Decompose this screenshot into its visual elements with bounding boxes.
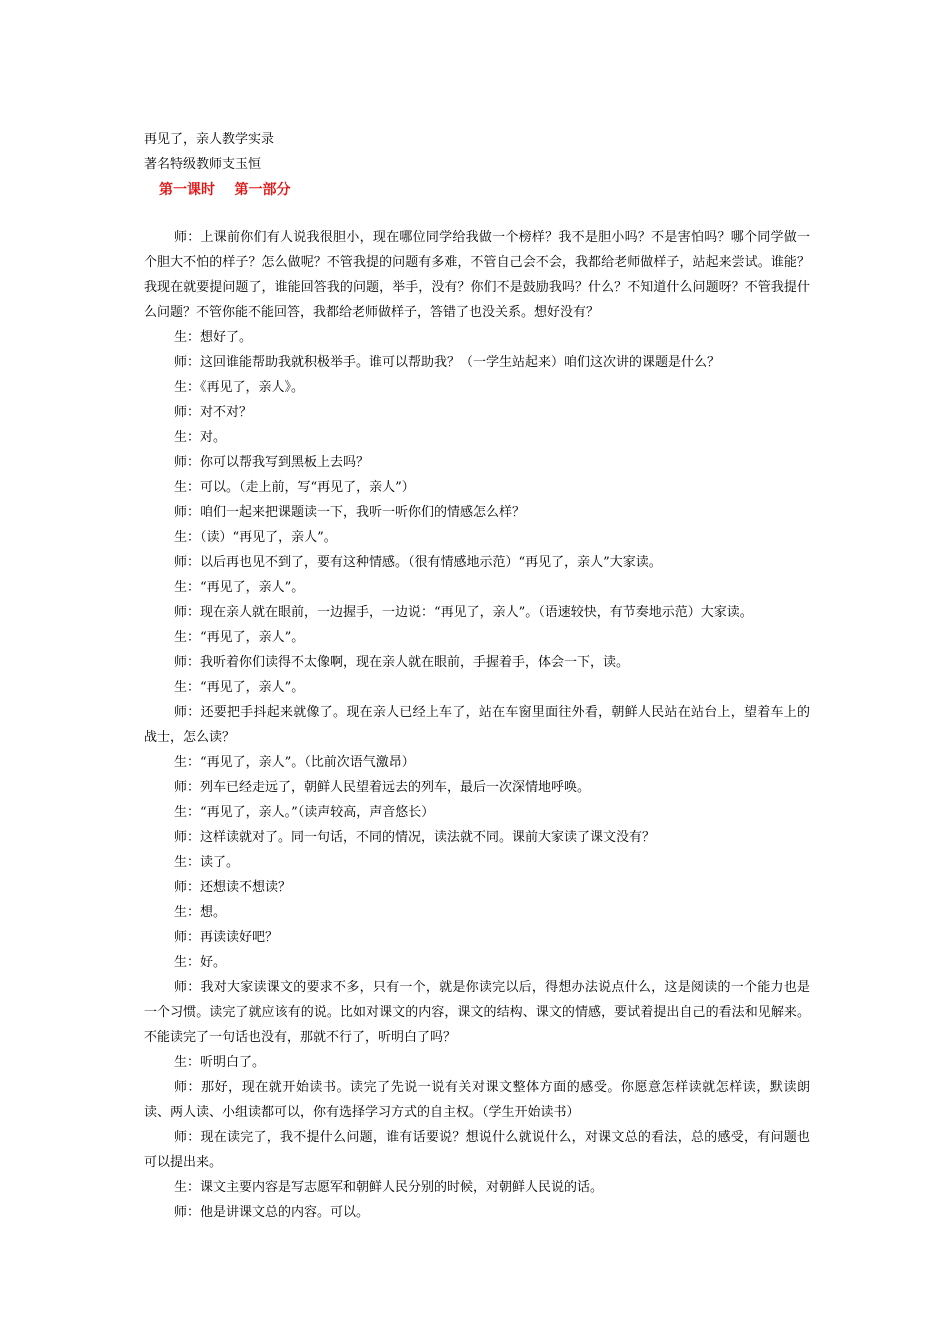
dialogue-paragraph: 生：“再见了，亲人”。（比前次语气激昂） bbox=[174, 755, 415, 770]
dialogue-paragraph: 师：以后再也见不到了，要有这种情感。（很有情感地示范）“再见了，亲人”大家读。 bbox=[174, 555, 662, 570]
dialogue-paragraph: 生：可以。（走上前，写“再见了，亲人”） bbox=[174, 480, 415, 495]
dialogue-paragraph: 师：对不对？ bbox=[174, 405, 253, 420]
dialogue-paragraph: 生：想好了。 bbox=[174, 330, 253, 345]
document-author: 著名特级教师支玉恒 bbox=[144, 157, 262, 172]
dialogue-paragraph: 生：“再见了，亲人”。 bbox=[174, 580, 305, 595]
section-heading: 第一课时 第一部分 bbox=[159, 182, 291, 198]
dialogue-paragraph: 生：“再见了，亲人”。 bbox=[174, 680, 305, 695]
dialogue-paragraph: 师：再读读好吧？ bbox=[174, 930, 279, 945]
dialogue-paragraph: 师：你可以帮我写到黑板上去吗？ bbox=[174, 455, 370, 470]
dialogue-paragraph: 生：读了。 bbox=[174, 855, 240, 870]
dialogue-paragraph: 师：还想读不想读？ bbox=[174, 880, 292, 895]
dialogue-paragraph: 生：对。 bbox=[174, 430, 227, 445]
dialogue-paragraph: 师：我听着你们读得不太像啊，现在亲人就在眼前，手握着手，体会一下，读。 bbox=[174, 655, 630, 670]
dialogue-paragraph: 师：还要把手抖起来就像了。现在亲人已经上车了，站在车窗里面往外看，朝鲜人民站在站台上，望着车上的战士，怎么读？ bbox=[144, 705, 810, 745]
dialogue-paragraph: 师：列车已经走远了，朝鲜人民望着远去的列车，最后一次深情地呼唤。 bbox=[174, 780, 591, 795]
dialogue-paragraph: 生：课文主要内容是写志愿军和朝鲜人民分别的时候，对朝鲜人民说的话。 bbox=[174, 1180, 604, 1195]
document-title: 再见了，亲人教学实录 bbox=[144, 132, 275, 147]
dialogue-paragraph: 师：上课前你们有人说我很胆小，现在哪位同学给我做一个榜样？我不是胆小吗？不是害怕吗？哪个同学做一个胆大不怕的样子？怎么做呢？不管我提的问题有多难，不管自己会不会，我都给老师做样子，站起来尝试。谁能？我现在就要提问题了，谁能回答我的问题，举手，没有？你们不是鼓励我吗？什么？不知道什么问题呀？不管我提什么问题？不管你能不能回答，我都给老师做样子，答错了也没关系。想好没有？ bbox=[144, 230, 810, 320]
dialogue-paragraph: 师：这回谁能帮助我就积极举手。谁可以帮助我？（一学生站起来）咱们这次讲的课题是什么？ bbox=[174, 355, 721, 370]
dialogue-paragraph: 生：想。 bbox=[174, 905, 227, 920]
dialogue-paragraph: 生：好。 bbox=[174, 955, 227, 970]
dialogue-paragraph: 生：（读）“再见了，亲人”。 bbox=[174, 530, 337, 545]
dialogue-paragraph: 师：那好，现在就开始读书。读完了先说一说有关对课文整体方面的感受。你愿意怎样读就怎样读，默读朗读、两人读、小组读都可以，你有选择学习方式的自主权。（学生开始读书） bbox=[144, 1080, 810, 1120]
dialogue-paragraph: 生：听明白了。 bbox=[174, 1055, 266, 1070]
dialogue-paragraph: 生：《再见了，亲人》。 bbox=[174, 380, 305, 395]
dialogue-paragraph: 师：现在读完了，我不提什么问题，谁有话要说？想说什么就说什么，对课文总的看法，总的感受，有问题也可以提出来。 bbox=[144, 1130, 810, 1170]
dialogue-paragraph: 师：这样读就对了。同一句话，不同的情况，读法就不同。课前大家读了课文没有？ bbox=[174, 830, 656, 845]
dialogue-paragraph: 师：咱们一起来把课题读一下，我听一听你们的情感怎么样？ bbox=[174, 505, 526, 520]
dialogue-paragraph: 师：现在亲人就在眼前，一边握手，一边说：“再见了，亲人”。（语速较快，有节奏地示范）大家读。 bbox=[174, 605, 753, 620]
dialogue-paragraph: 师：他是讲课文总的内容。可以。 bbox=[174, 1205, 370, 1220]
dialogue-paragraph: 生：“再见了，亲人”。 bbox=[174, 630, 305, 645]
document-page bbox=[144, 127, 810, 1225]
dialogue-paragraph: 生：“再见了，亲人。”（读声较高，声音悠长） bbox=[174, 805, 435, 820]
dialogue-body bbox=[144, 225, 810, 1225]
dialogue-paragraph: 师：我对大家读课文的要求不多，只有一个，就是你读完以后，得想办法说点什么，这是阅读的一个能力也是一个习惯。读完了就应该有的说。比如对课文的内容，课文的结构、课文的情感，要试着提出自己的看法和见解来。不能读完了一句话也没有，那就不行了，听明白了吗？ bbox=[144, 980, 810, 1045]
